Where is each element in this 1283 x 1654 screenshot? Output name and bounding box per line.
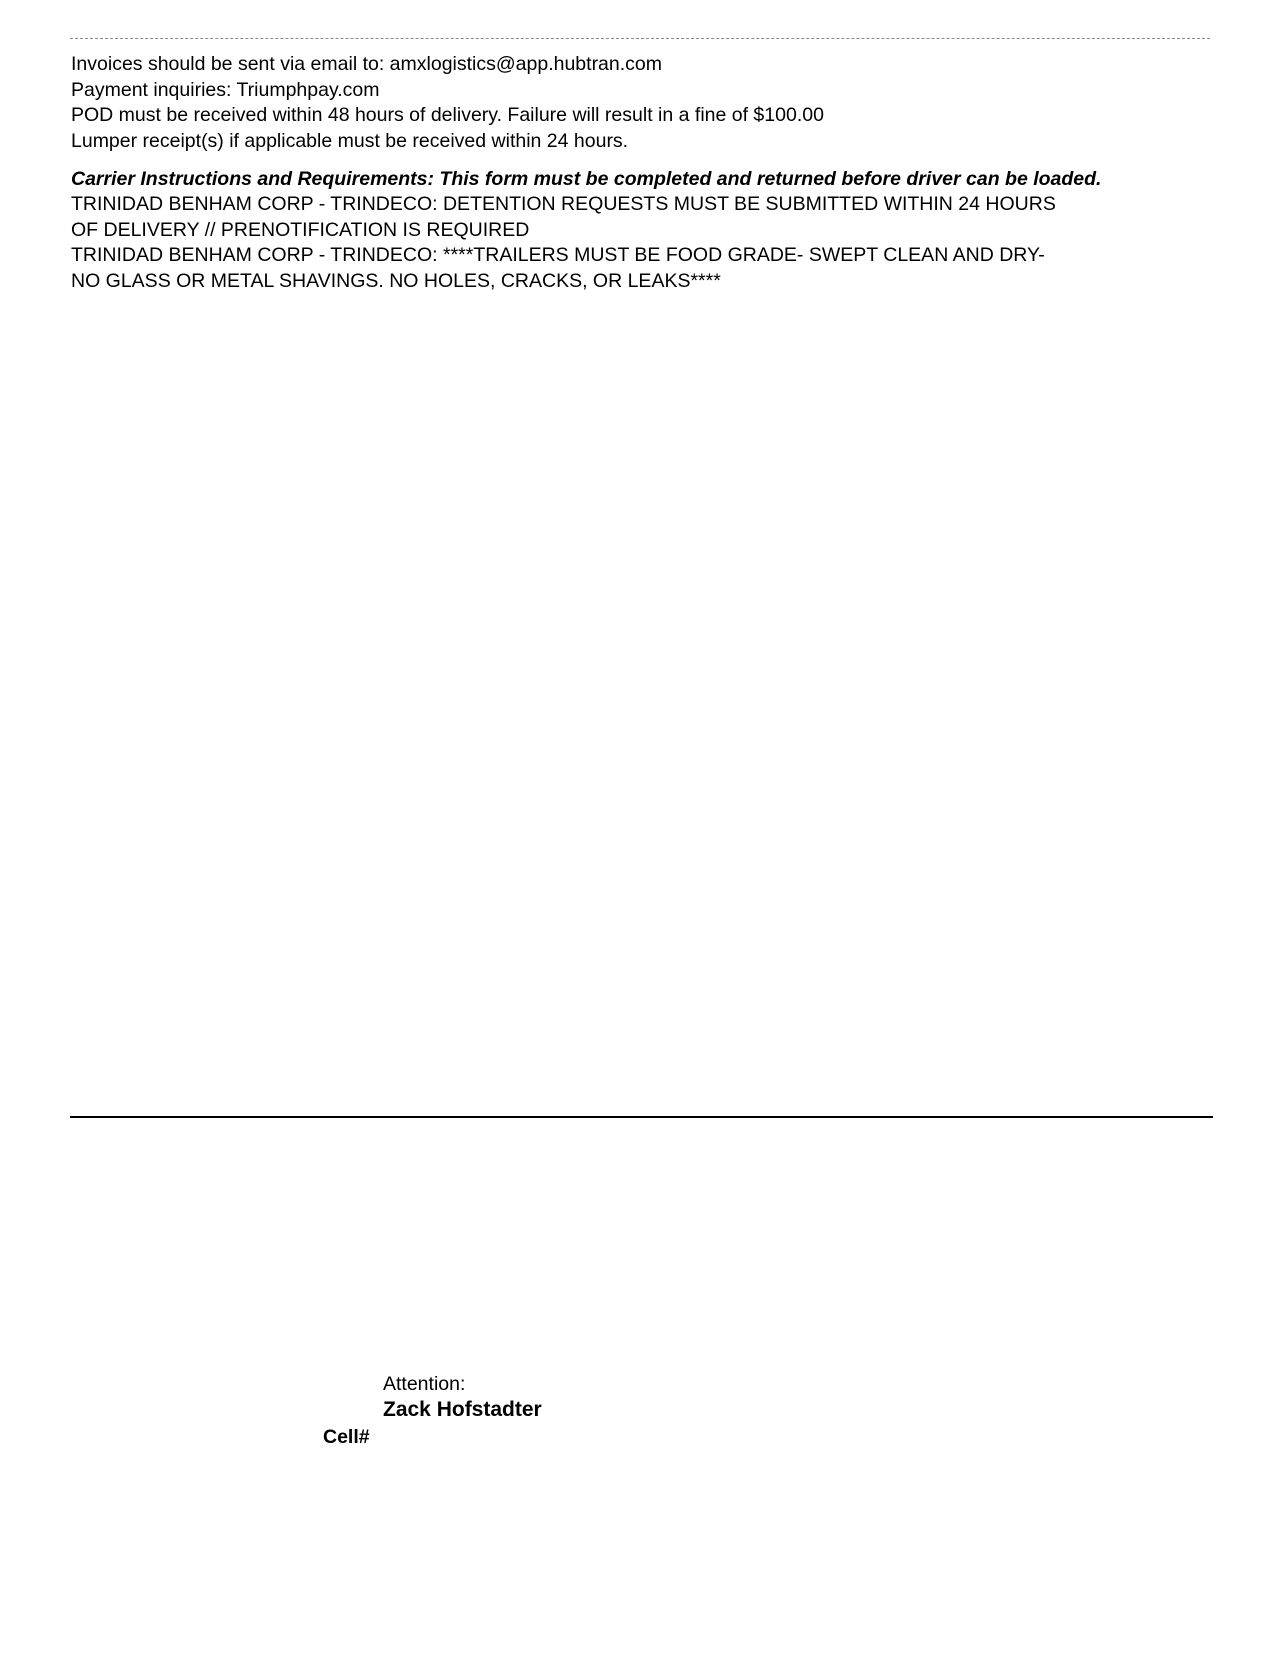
cell-number-label: Cell# <box>323 1426 370 1448</box>
instruction-line: OF DELIVERY // PRENOTIFICATION IS REQUIRED <box>71 218 530 241</box>
invoice-email-note: Invoices should be sent via email to: amxlogistics@app.hubtran.com <box>71 53 663 75</box>
instruction-line: TRINIDAD BENHAM CORP - TRINDECO: DETENTION REQUESTS MUST BE SUBMITTED WITHIN 24 HOURS <box>71 193 1056 215</box>
carrier-instructions-heading: Carrier Instructions and Requirements: This form must be completed and returned before driver can be loaded. <box>71 168 1102 190</box>
attention-name: Zack Hofstadter <box>383 1398 542 1421</box>
billing-notes <box>71 52 1221 154</box>
attention-label: Attention: <box>383 1373 466 1395</box>
instruction-line: NO GLASS OR METAL SHAVINGS. NO HOLES, CRACKS, OR LEAKS**** <box>71 269 721 292</box>
carrier-instructions <box>71 167 1231 294</box>
top-divider <box>70 38 1210 39</box>
bottom-divider <box>70 1116 1213 1118</box>
payment-inquiries-note: Payment inquiries: Triumphpay.com <box>71 78 380 101</box>
instruction-line: TRINIDAD BENHAM CORP - TRINDECO: ****TRAILERS MUST BE FOOD GRADE- SWEPT CLEAN AND DRY- <box>71 244 1045 266</box>
pod-deadline-note: POD must be received within 48 hours of delivery. Failure will result in a fine of $100.00 <box>71 104 824 126</box>
lumper-receipt-note: Lumper receipt(s) if applicable must be received within 24 hours. <box>71 129 629 152</box>
